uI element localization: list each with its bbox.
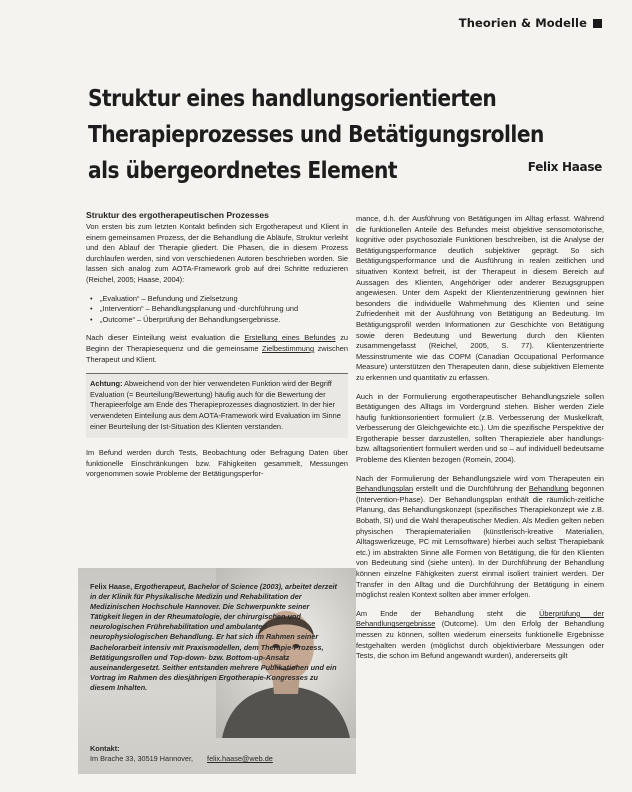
text-run: Nach dieser Einteilung weist evaluation die (86, 333, 245, 343)
title-line: Struktur eines handlungsorientierten (88, 84, 497, 112)
contact-address: Im Brache 33, 30519 Hannover, (90, 754, 194, 763)
author-bio-text: Ergotherapeut, Bachelor of Science (2003), arbeitet derzeit in der Klinik für Physikalische Medizin und Rehabilitation der Medizinischen Hochschule Hannover. Die Schwerpunkte seiner Tätigkeit liegen in der Rheumatologie, der chirurgischen und neurologischen Frührehabilitation und ambulanten neurophysiologischen Behandlung. Er hat sich im Rahmen seiner Bachelorarbeit intensiv mit Praxismodellen, dem Therapie-Prozess, Betätigungsrollen und Top-down- bzw. Bottom-up-Ansatz auseinandergesetzt. Seither entstanden mehrere Publikationen und ein Vortrag im Rahmen des diesjährigen Ergotherapie-Kongresses zu diesem Inhalten. (90, 582, 337, 692)
underlined-term: Behandlungsplan (356, 484, 414, 494)
underlined-term: Überprüfung der Behandlungsergebnisse (356, 608, 604, 629)
text-run: begonnen (Intervention-Phase). Der Behandlungsplan enthält die räumlich-zeitliche Planung, das Behandlungskonzept (spezifisches Therapiekonzept wie z.B. Bobath, SI) und die Wahl therapeutischer Medien. Als Medien gelten neben physischen Therapiematerialien (künstlerisch-kreative Materialien, Alltagswerkzeuge, PC mit Lernsoftware) hierbei auch selbst Therapiebank etc.) im abstrakten Sinne alle Formen von Betätigung, die für den Klienten von Bedeutung sind (siehe unten). In der Durchführung der Behandlung können einzelne Fähigkeiten zuerst einmal isoliert trainiert werden. Der Transfer in den Alltag und die Durchführung der Betätigung in einem möglichst realen Kontext sollten aber immer erfolgen. (356, 484, 605, 600)
paragraph: Im Befund werden durch Tests, Beobachtung oder Befragung Daten über funktionelle Einschränkungen bzw. Fähigkeiten gesammelt, Messungen vorgenommen sowie Probleme der Betätigungsperfor- (86, 448, 348, 479)
paragraph (86, 333, 348, 365)
contact-block (90, 744, 273, 764)
text-run: erstellt und die Durchführung der (413, 484, 529, 494)
article-title (88, 80, 544, 188)
title-line: als übergeordnetes Element (88, 156, 398, 184)
section-label-text: Theorien & Modelle (458, 16, 587, 30)
paragraph (356, 609, 604, 662)
article-author: Felix Haase (527, 160, 602, 174)
list-item: • „Evaluation“ – Befundung und Zielsetzung (100, 294, 348, 305)
email-link[interactable]: felix.haase@web.de (207, 754, 273, 763)
text-run: (Outcome). Um den Erfolg der Behandlung messen zu können, sollten wiederum einerseits funktionelle Ergebnisse festgehalten werden (möglichst durch objektivierbare Messungen oder Tests, die schon im Befund angewandt wurden), andererseits gilt (356, 619, 604, 661)
left-column (86, 210, 348, 488)
title-line: Therapieprozesses und Betätigungsrollen (88, 120, 544, 148)
underlined-term: Zielbestimmung (261, 343, 315, 353)
note-text: Abweichend von der hier verwendeten Funktion wird der Begriff Evaluation (= Beurteilung/Bewertung) häufig auch für die Bewertung der Therapieerfolge am Ende des Therapieprozesses diagnostiziert. In der hier verwendeten Einteilung aus dem AOTA-Framework wird Evaluation im Sinne einer Beurteilung der Ist-Situation des Klienten verstanden. (90, 379, 341, 431)
author-profile-box (78, 568, 356, 774)
text-run: zwischen Therapeut und Klient. (86, 343, 349, 364)
author-name: Felix Haase, (90, 582, 133, 591)
author-bio (90, 582, 340, 693)
note-box (86, 373, 348, 438)
text-run: zu Beginn der Therapiesequenz und die gemeinsame (86, 333, 349, 353)
note-label: Achtung: (90, 379, 123, 389)
section-square-icon (593, 19, 602, 28)
contact-label: Kontakt: (90, 744, 120, 753)
paragraph: Von ersten bis zum letzten Kontakt befinden sich Ergotherapeut und Klient in einem gemeinsamen Prozess, der die Behandlung die Abläufe, Struktur verleiht und den Ablauf der Therapie gliedert. Die Phasen, die in diesem Prozess durchlaufen werden, sind von verschiedenen Autoren beschrieben worden. Sie lassen sich analog zum AOTA-Framework grob auf drei Schritte reduzieren (Reichel, 2005; Haase, 2004): (86, 222, 348, 284)
underlined-term: Erstellung eines Befundes (244, 333, 336, 343)
paragraph (356, 474, 604, 601)
phase-list (86, 294, 348, 326)
text-run: Am Ende der Behandlung steht die (356, 608, 540, 618)
section-label (459, 16, 602, 30)
contact-line (90, 754, 273, 764)
text-run: Nach der Formulierung der Behandlungsziele wird vom Therapeuten ein (356, 473, 604, 483)
paragraph: Auch in der Formulierung ergotherapeutischer Behandlungsziele sollen Betätigungen des Alltags im Vordergrund stehen. Bisher werden Ziele häufig funktionsorientiert formuliert (z.B. Verbesserung der Muskelkraft, Verbesserung der Gleichgewichte etc.). Um die spezifische Perspektive der Ergotherapie besser darzustellen, sollten Therapieziele aber handlungs- bzw. alltagsorientiert formuliert werden und so – auf individuell bedeutsame Probleme des Klienten bezogen (Romein, 2004). (356, 391, 604, 465)
paragraph: mance, d.h. der Ausführung von Betätigungen im Alltag erfasst. Während die funktionellen Anteile des Befundes meist objektive sensomotorische, kognitive oder psychosoziale Funktionen beschreiben, ist die Analyse der Betätigungsperformance deutlich subjektiver geprägt. So sich Betätigungsperformance und die Ausführung in realen zeitlichen und situativen Kontext befreit, ist der Therapeut in diesem Bereich auf Aussagen des Klienten, Angehöriger oder anderer Bezugsgruppen angewiesen. Unter dem Aspekt der Klientenzentrierung gewinnen hier besonders die individuelle Wahrnehmung des Klienten und seine Zufriedenheit mit der Ausführung von Betätigung an Bedeutung. Im Betätigungsprofil werden Informationen zur Geschichte von Betätigung sowie deren Bedeutung und Bewertung durch den Klienten zusammengefasst (Reichel, 2005, S. 77). Klientenzentrierte Messinstrumente wie das COPM (Canadian Occupational Performance Measure) unterstützen den Therapeuten dann, diese subjektiven Elemente zu erkennen und quantitativ zu erfassen. (356, 214, 604, 382)
list-item: • „Outcome“ – Überprüfung der Behandlungsergebnisse. (100, 315, 348, 326)
underlined-term: Behandlung (528, 484, 569, 494)
list-item: • „Intervention“ – Behandlungsplanung und -durchführung und (100, 304, 348, 315)
right-column (356, 214, 604, 670)
section-heading: Struktur des ergotherapeutischen Prozesses (86, 210, 269, 220)
